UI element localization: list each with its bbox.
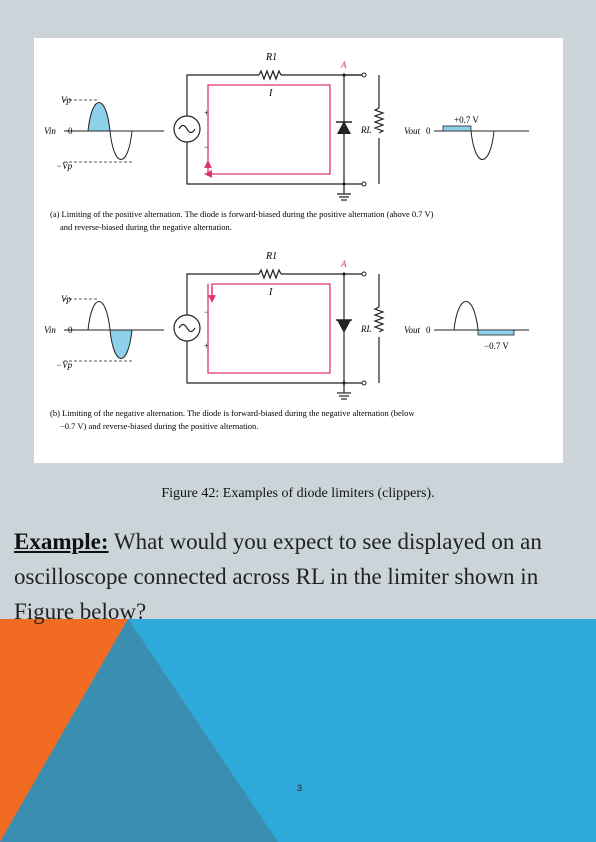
example-lead: Example: xyxy=(14,529,109,554)
rl-label: RL xyxy=(361,324,372,334)
resistor-r1 xyxy=(259,71,281,79)
panel-b xyxy=(44,251,529,431)
clip-label: +0.7 V xyxy=(454,115,479,125)
r1-label: R1 xyxy=(266,52,278,63)
background-shapes xyxy=(0,619,596,842)
diode-a xyxy=(336,121,352,134)
terminal xyxy=(362,272,366,276)
clip-label: −0.7 V xyxy=(484,341,509,351)
neg-vp-label: −Vp xyxy=(56,161,73,171)
ground-a xyxy=(337,194,351,200)
vp-label: Vp xyxy=(61,95,71,105)
r1-label: R1 xyxy=(266,251,278,262)
example-text: What would you expect to see displayed on an oscilloscope connected across RL in the limiter shown in Figure below? xyxy=(14,529,542,624)
neg-vp-label: −Vp xyxy=(56,360,73,370)
input-waveform-a xyxy=(44,95,164,171)
page-number: 3 xyxy=(297,783,303,793)
vp-label: Vp xyxy=(61,294,71,304)
source-minus: − xyxy=(204,307,210,317)
zero-label: 0 xyxy=(68,325,73,335)
vout-zero: 0 xyxy=(426,325,431,335)
example-paragraph xyxy=(14,524,584,629)
resistor-rl xyxy=(375,307,383,332)
source-plus: + xyxy=(204,341,210,351)
zero-label: 0 xyxy=(68,126,73,136)
panel-a-caption-line1: (a) Limiting of the positive alternation. The diode is forward-biased during the positive alternation (above 0.7 V) xyxy=(50,209,434,219)
circuit-b-wires xyxy=(187,274,379,393)
input-waveform-b xyxy=(44,294,164,370)
panel-a-caption-line2: and reverse-biased during the negative alternation. xyxy=(60,222,232,232)
rl-label: RL xyxy=(361,125,372,135)
panel-a xyxy=(44,52,529,232)
output-waveform-a xyxy=(404,115,529,160)
current-label: I xyxy=(269,287,273,298)
circuit-a-wires xyxy=(187,75,379,194)
output-waveform-b xyxy=(404,302,529,352)
panel-b-caption-line2: −0.7 V) and reverse-biased during the positive alternation. xyxy=(60,421,259,431)
vout-zero: 0 xyxy=(426,126,431,136)
diode-limiter-figure xyxy=(34,38,563,463)
diode-b xyxy=(336,320,352,333)
resistor-r1 xyxy=(259,270,281,278)
current-label: I xyxy=(269,88,273,99)
node-a-label: A xyxy=(341,259,347,269)
ground-b xyxy=(337,393,351,399)
node-a-label: A xyxy=(341,60,347,70)
vout-label: Vout xyxy=(404,126,421,136)
panel-b-caption-line1: (b) Limiting of the negative alternation. The diode is forward-biased during the negative alternation (below xyxy=(50,408,415,418)
source-plus: + xyxy=(204,108,210,118)
vin-label: Vin xyxy=(44,126,56,136)
vin-label: Vin xyxy=(44,325,56,335)
resistor-rl xyxy=(375,108,383,133)
source-minus: − xyxy=(204,142,210,152)
vout-label: Vout xyxy=(404,325,421,335)
terminal xyxy=(362,73,366,77)
terminal xyxy=(362,182,366,186)
figure-caption: Figure 42: Examples of diode limiters (clippers). xyxy=(161,486,435,501)
terminal xyxy=(362,381,366,385)
